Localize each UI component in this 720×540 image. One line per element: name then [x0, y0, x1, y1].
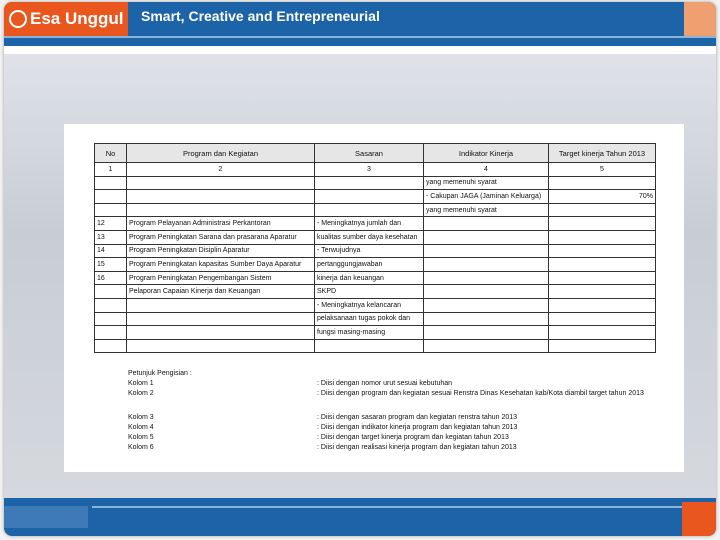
- col-number: 2: [127, 163, 315, 177]
- table-row: [95, 339, 656, 353]
- instructions-title: Petunjuk Pengisian :: [128, 370, 192, 377]
- col-number: 1: [95, 163, 127, 177]
- table-cell: [127, 326, 315, 340]
- table-cell: Program Peningkatan Pengembangan Sistem: [127, 271, 315, 285]
- footer-divider: [92, 506, 692, 508]
- table-cell: Program Peningkatan Sarana dan prasarana Aparatur: [127, 230, 315, 244]
- table-row: [95, 326, 656, 340]
- header-divider: [4, 36, 716, 38]
- table-cell: [549, 285, 656, 299]
- header-sasaran: Sasaran: [315, 144, 424, 163]
- table-cell: [127, 203, 315, 217]
- table-cell: [424, 271, 549, 285]
- instruction-label: Kolom 2: [128, 390, 154, 397]
- header-no: No: [95, 144, 127, 163]
- col-number: 3: [315, 163, 424, 177]
- column-number-row: [95, 163, 656, 177]
- table-row: [95, 203, 656, 217]
- table-cell: [95, 339, 127, 353]
- footer-bar: [4, 498, 716, 536]
- table-cell: 16: [95, 271, 127, 285]
- instruction-label: Kolom 4: [128, 424, 154, 431]
- table-cell: pelaksanaan tugas pokok dan: [315, 312, 424, 326]
- table-cell: yang memenuhi syarat: [424, 203, 549, 217]
- logo-emblem-icon: [9, 10, 27, 28]
- table-cell: [315, 203, 424, 217]
- table-cell: [95, 285, 127, 299]
- table-cell: fungsi masing-masing: [315, 326, 424, 340]
- table-row: [95, 298, 656, 312]
- table-cell: SKPD: [315, 285, 424, 299]
- instruction-text: : Diisi dengan realisasi kinerja program dan kegiatan tahun 2013: [317, 444, 517, 451]
- table-cell: [424, 230, 549, 244]
- instruction-text: : Diisi dengan program dan kegiatan sesuai Renstra Dinas Kesehatan kab/Kota diambil target tahun 2013: [317, 390, 644, 397]
- table-cell: [549, 298, 656, 312]
- table-cell: [424, 326, 549, 340]
- table-cell: [95, 176, 127, 190]
- table-cell: [424, 285, 549, 299]
- table-header-row: [95, 144, 656, 163]
- instruction-text: : Diisi dengan indikator kinerja program dan kegiatan tahun 2013: [317, 424, 518, 431]
- logo-text: Esa Unggul: [30, 9, 124, 28]
- table-cell: [549, 271, 656, 285]
- table-cell: [315, 339, 424, 353]
- table-cell: - Meningkatnya jumlah dan: [315, 217, 424, 231]
- header-target: Target kinerja Tahun 2013: [549, 144, 656, 163]
- table-cell: yang memenuhi syarat: [424, 176, 549, 190]
- table-cell: kinerja dan keuangan: [315, 271, 424, 285]
- table-cell: Pelaporan Capaian Kinerja dan Keuangan: [127, 285, 315, 299]
- table-cell: [549, 203, 656, 217]
- table-cell: 13: [95, 230, 127, 244]
- table-cell: [549, 230, 656, 244]
- table-cell: [424, 298, 549, 312]
- table-cell: [424, 217, 549, 231]
- table-cell: [315, 176, 424, 190]
- table-body: [95, 176, 656, 353]
- footer-accent: [682, 502, 716, 536]
- instruction-text: : Diisi dengan nomor urut sesuai kebutuhan: [317, 380, 453, 387]
- table-row: [95, 271, 656, 285]
- table-cell: 15: [95, 258, 127, 272]
- table-cell: [549, 244, 656, 258]
- table-row: [95, 230, 656, 244]
- table-cell: [95, 312, 127, 326]
- table-cell: - Cakupan JAGA (Jaminan Keluarga): [424, 190, 549, 204]
- table-cell: [424, 258, 549, 272]
- col-number: 5: [549, 163, 656, 177]
- table-row: [95, 312, 656, 326]
- table-row: [95, 190, 656, 204]
- instruction-label: Kolom 1: [128, 380, 154, 387]
- table-cell: 70%: [549, 190, 656, 204]
- instruction-text: : Diisi dengan target kinerja program dan kegiatan tahun 2013: [317, 434, 509, 441]
- table-cell: [127, 190, 315, 204]
- instruction-text: : Diisi dengan sasaran program dan kegiatan renstra tahun 2013: [317, 414, 518, 421]
- table-cell: 14: [95, 244, 127, 258]
- table-cell: [424, 244, 549, 258]
- header-program: Program dan Kegiatan: [127, 144, 315, 163]
- table-cell: [549, 176, 656, 190]
- table-cell: kualitas sumber daya kesehatan: [315, 230, 424, 244]
- header-indikator: Indikator Kinerja: [424, 144, 549, 163]
- table-cell: [127, 339, 315, 353]
- table-cell: [549, 217, 656, 231]
- table-cell: [549, 258, 656, 272]
- header-bar: [4, 2, 716, 46]
- table-cell: [95, 326, 127, 340]
- university-logo: [4, 2, 128, 36]
- table-cell: [95, 190, 127, 204]
- instruction-label: Kolom 5: [128, 434, 154, 441]
- table-cell: [95, 203, 127, 217]
- table-cell: [549, 326, 656, 340]
- table-cell: [95, 298, 127, 312]
- header-accent: [684, 2, 716, 36]
- table-cell: - Terwujudnya: [315, 244, 424, 258]
- table-cell: [315, 190, 424, 204]
- table-cell: Program Peningkatan kapasitas Sumber Daya Aparatur: [127, 258, 315, 272]
- table-cell: [424, 312, 549, 326]
- table-row: [95, 176, 656, 190]
- table-cell: [127, 298, 315, 312]
- table-row: [95, 244, 656, 258]
- table-row: [95, 285, 656, 299]
- table-cell: pertanggungjawaban: [315, 258, 424, 272]
- motto-text: Smart, Creative and Entrepreneurial: [141, 8, 380, 24]
- col-number: 4: [424, 163, 549, 177]
- table-cell: Program Peningkatan Disiplin Aparatur: [127, 244, 315, 258]
- table-row: [95, 217, 656, 231]
- table-row: [95, 258, 656, 272]
- table-cell: [549, 312, 656, 326]
- table-cell: [127, 176, 315, 190]
- instruction-label: Kolom 6: [128, 444, 154, 451]
- table-cell: - Meningkatnya kelancaran: [315, 298, 424, 312]
- table-cell: [549, 339, 656, 353]
- instruction-label: Kolom 3: [128, 414, 154, 421]
- table-cell: [127, 312, 315, 326]
- table-cell: Program Pelayanan Administrasi Perkantoran: [127, 217, 315, 231]
- table-cell: 12: [95, 217, 127, 231]
- performance-table: [94, 143, 656, 353]
- table-cell: [424, 339, 549, 353]
- footer-left-block: [4, 506, 88, 528]
